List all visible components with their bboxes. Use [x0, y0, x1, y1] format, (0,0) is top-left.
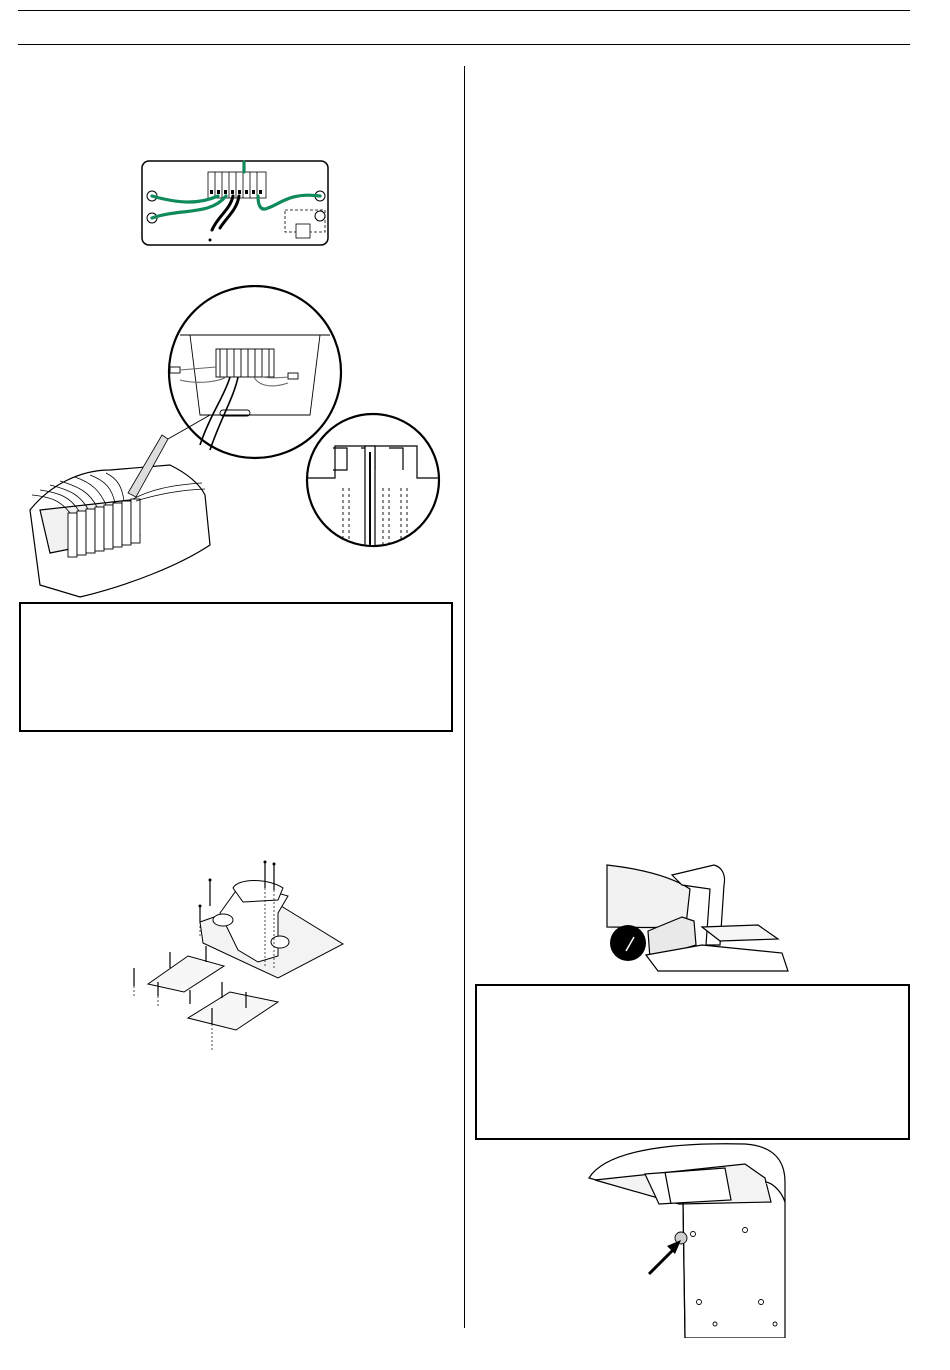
- base-plates-exploded-icon: [128, 858, 354, 1054]
- station-cover-figure: [585, 1142, 800, 1338]
- right-notice-box: [475, 984, 910, 1140]
- base-plates-figure: [128, 858, 354, 1054]
- charging-station-side-icon: [602, 855, 794, 975]
- wiring-terminal-panel-icon: [140, 158, 332, 248]
- slot-detail-figure: [305, 412, 441, 548]
- left-notice-box: [19, 602, 453, 732]
- station-side-figure: [602, 855, 794, 975]
- right-notice-text: [477, 986, 908, 1014]
- terminal-panel-figure: [140, 158, 332, 248]
- left-notice-text: [21, 604, 451, 632]
- header-rule-bottom: [18, 44, 910, 45]
- magnified-slot-detail-icon: [305, 412, 441, 548]
- header-rule-top: [18, 10, 910, 11]
- column-divider: [464, 66, 465, 1328]
- charging-station-cover-icon: [585, 1142, 800, 1338]
